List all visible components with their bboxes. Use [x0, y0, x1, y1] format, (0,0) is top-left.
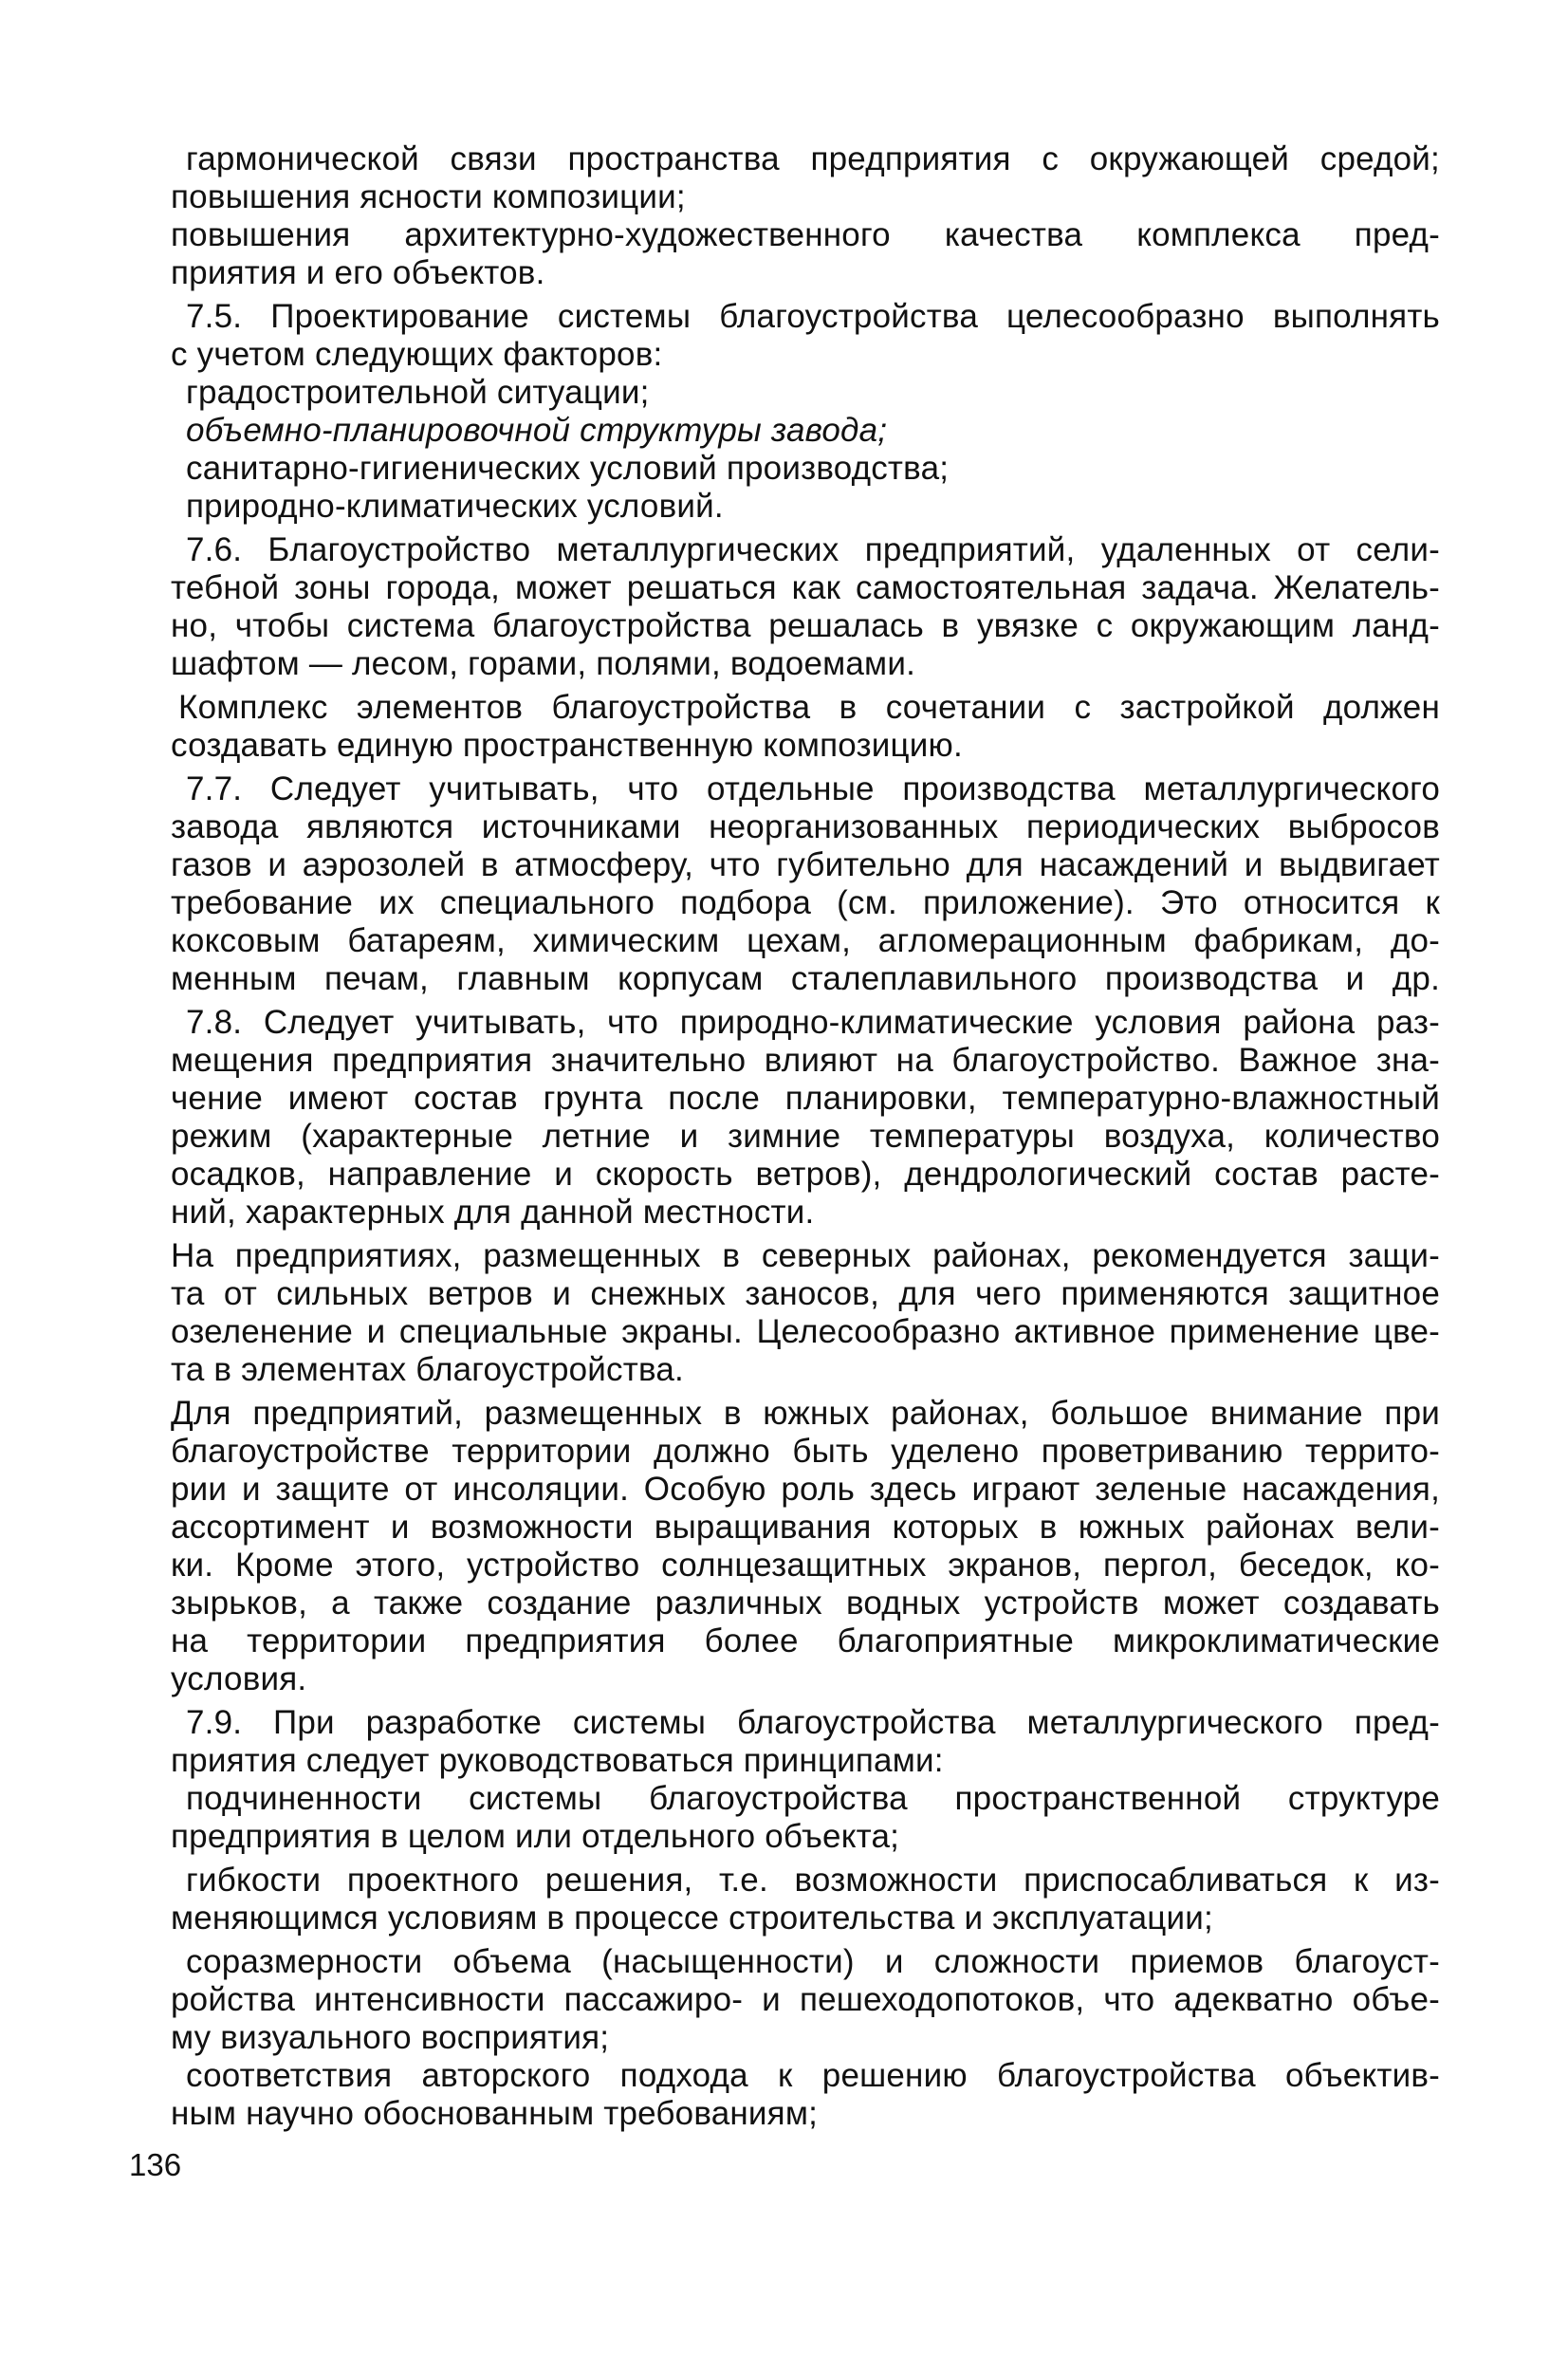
page-number: 136 [129, 2147, 182, 2182]
text-line: приятия следует руководствоваться принципами: [171, 1742, 944, 1779]
text-line: Комплекс элементов благоустройства в сочетании с застройкой должен [178, 689, 1440, 726]
section-7-7-heading: 7.7. Следует учитывать, что отдельные производства металлургического [186, 770, 1440, 807]
text-line: осадков, направление и скорость ветров), дендрологический состав расте- [171, 1156, 1440, 1193]
section-7-5-heading: 7.5. Проектирование системы благоустройства целесообразно выполнять [186, 298, 1440, 335]
text-line: благоустройстве территории должно быть уделено проветриванию террито- [171, 1433, 1440, 1470]
text-line: чение имеют состав грунта после планировки, температурно-влажностный [171, 1080, 1440, 1117]
text-line: режим (характерные летние и зимние температуры воздуха, количество [171, 1118, 1440, 1155]
text-line: подчиненности системы благоустройства пространственной структуре [186, 1780, 1440, 1817]
text-line: менным печам, главным корпусам сталеплавильного производства и др. [171, 960, 1440, 997]
text-line: соразмерности объема (насыщенности) и сложности приемов благоуст- [186, 1943, 1440, 1980]
text-line: завода являются источниками неорганизованных периодических выбросов [171, 808, 1440, 845]
text-line: предприятия в целом или отдельного объекта; [171, 1818, 900, 1855]
text-line: санитарно-гигиенических условий производства; [186, 450, 950, 487]
text-line: шафтом — лесом, горами, полями, водоемами. [171, 645, 915, 682]
text-line: озеленение и специальные экраны. Целесообразно активное применение цве- [171, 1313, 1440, 1350]
text-line: природно-климатических условий. [186, 488, 724, 525]
text-line: градостроительной ситуации; [186, 374, 650, 411]
text-line: ройства интенсивности пассажиро- и пешеходопотоков, что адекватно объе- [171, 1981, 1440, 2018]
text-line: коксовым батареям, химическим цехам, агломерационным фабрикам, до- [171, 922, 1440, 959]
text-line: на территории предприятия более благоприятные микроклиматические [171, 1622, 1440, 1659]
text-line: меняющимся условиям в процессе строительства и эксплуатации; [171, 1900, 1213, 1937]
section-7-8-heading: 7.8. Следует учитывать, что природно-климатические условия района раз- [186, 1004, 1440, 1041]
text-line: тебной зоны города, может решаться как самостоятельная задача. Желатель- [171, 569, 1440, 606]
text-line: На предприятиях, размещенных в северных районах, рекомендуется защи- [171, 1237, 1440, 1274]
text-line: ным научно обоснованным требованиям; [171, 2095, 819, 2132]
section-7-6-heading: 7.6. Благоустройство металлургических предприятий, удаленных от сели- [186, 531, 1440, 568]
document-body [171, 140, 1440, 2133]
text-line: ки. Кроме этого, устройство солнцезащитных экранов, пергол, беседок, ко- [171, 1547, 1440, 1584]
text-line: с учетом следующих факторов: [171, 336, 663, 373]
text-line: ний, характерных для данной местности. [171, 1194, 815, 1231]
text-line: рии и защите от инсоляции. Особую роль здесь играют зеленые насаждения, [171, 1471, 1440, 1508]
text-line: му визуального восприятия; [171, 2019, 610, 2056]
section-7-9-heading: 7.9. При разработке системы благоустройства металлургического пред- [186, 1704, 1440, 1741]
text-line: ассортимент и возможности выращивания которых в южных районах вели- [171, 1509, 1440, 1546]
text-line: соответствия авторского подхода к решению благоустройства объектив- [186, 2057, 1440, 2094]
text-line: условия. [171, 1660, 307, 1697]
text-line: создавать единую пространственную композицию. [171, 727, 963, 764]
text-line: объемно-планировочной структуры завода; [186, 412, 888, 449]
text-line: та от сильных ветров и снежных заносов, для чего применяются защитное [171, 1275, 1440, 1312]
text-line: мещения предприятия значительно влияют на благоустройство. Важное зна- [171, 1042, 1440, 1079]
text-line: приятия и его объектов. [171, 254, 545, 291]
text-line: требование их специального подбора (см. приложение). Это относится к [171, 884, 1440, 921]
text-line: та в элементах благоустройства. [171, 1351, 684, 1388]
text-line: но, чтобы система благоустройства решалась в увязке с окружающим ланд- [171, 607, 1440, 644]
text-line: гибкости проектного решения, т.е. возможности приспосабливаться к из- [186, 1862, 1440, 1899]
text-line: газов и аэрозолей в атмосферу, что губительно для насаждений и выдвигает [171, 846, 1440, 883]
text-line: гармонической связи пространства предприятия с окружающей средой; [186, 140, 1440, 177]
text-line: повышения архитектурно-художественного качества комплекса пред- [171, 216, 1440, 253]
text-line: Для предприятий, размещенных в южных районах, большое внимание при [171, 1395, 1440, 1432]
text-line: повышения ясности композиции; [171, 178, 686, 215]
text-line: зырьков, а также создание различных водных устройств может создавать [171, 1585, 1440, 1622]
